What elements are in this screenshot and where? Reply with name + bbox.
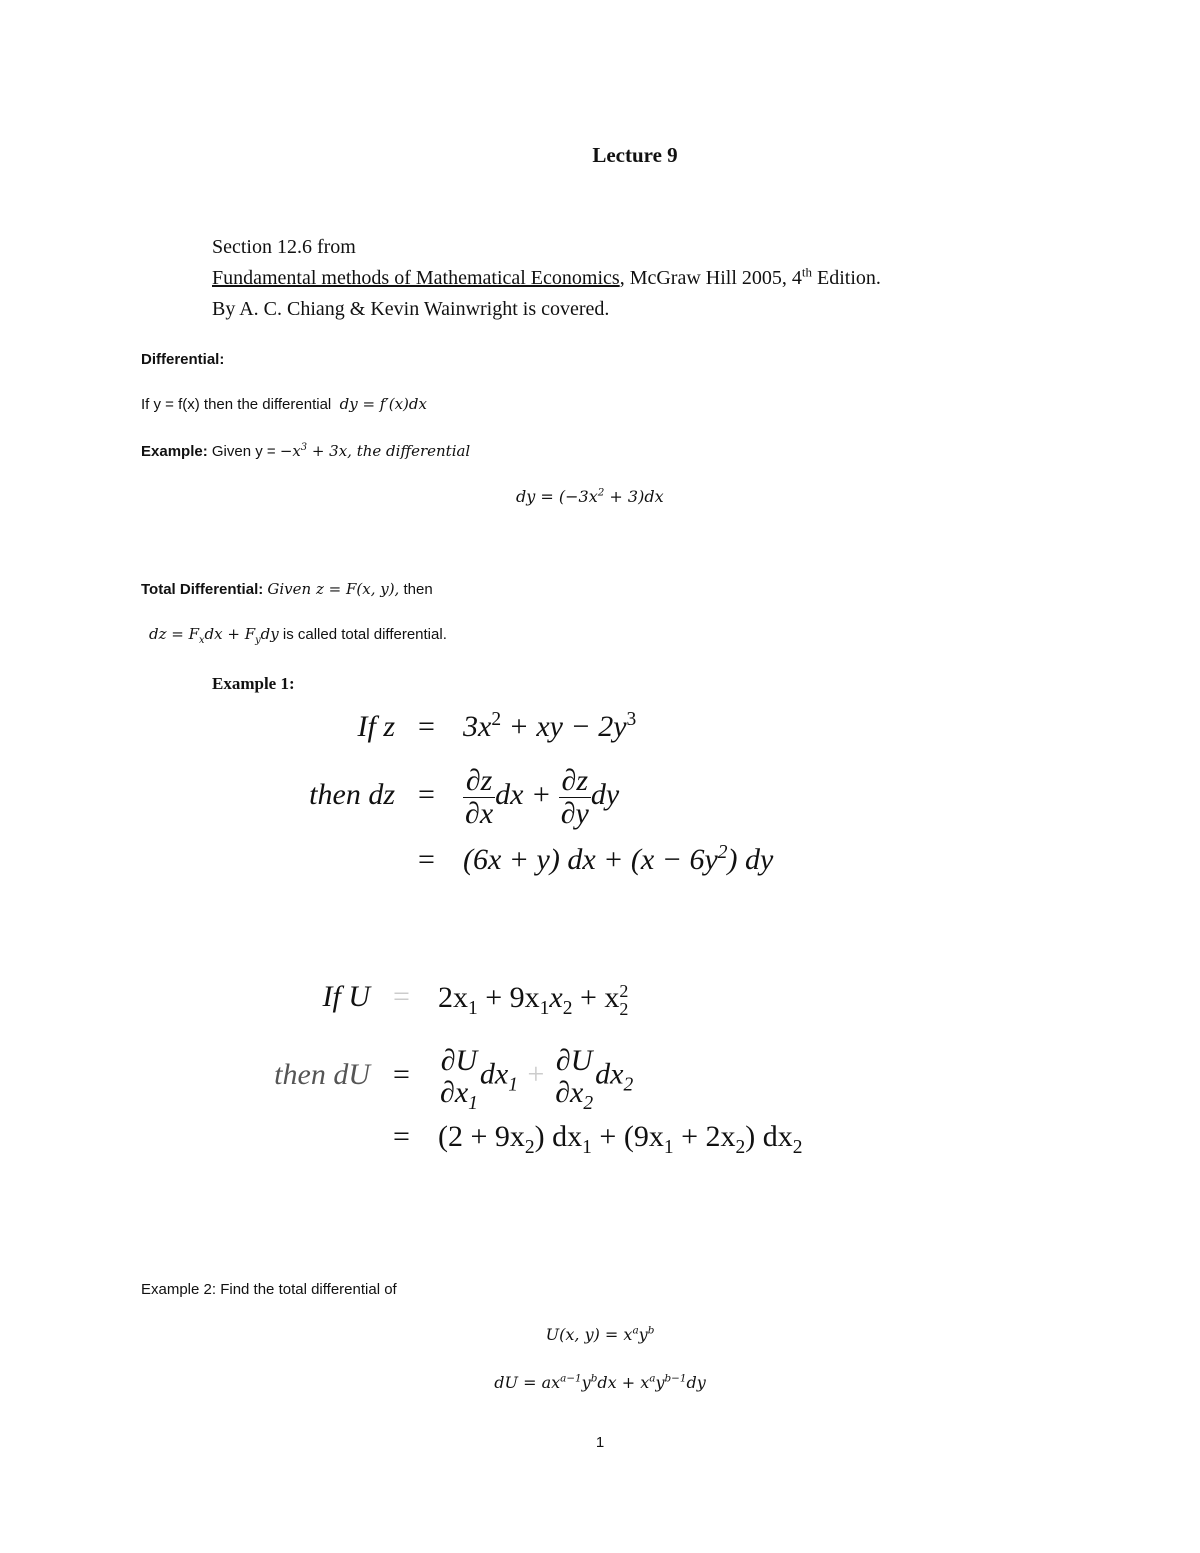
definition-text: If y = f(x) then the differential	[141, 396, 332, 413]
definition-math: dz = $F_xdx + F_ydy$	[149, 625, 279, 646]
page-number: 1	[595, 1434, 605, 1451]
example2-equation-2: dU = $ax^{a-1}y^bdx + x^ay^{b-1}dy$	[494, 1372, 706, 1392]
partial-fraction: $\frac{\partial z}{\partial x}$	[465, 764, 494, 830]
definition-tail: is called total differential.	[282, 626, 447, 643]
eq2-rhs-3: $(2 + 9x_2)$ $dx_1 + (9x_1 + 2x_2)$ $dx_2$	[438, 1120, 803, 1158]
differential-result: dy = $(-3x^2 + 3)dx$	[516, 486, 664, 506]
given-math: Given z = F(x, y),	[267, 580, 400, 598]
equation-block-1	[0, 700, 1200, 880]
eq1-rhs-2: $\frac{\partial z}{\partial x}$ dx + $\frac{\partial z}{\partial y}$ dy	[465, 764, 620, 830]
citation-line-3: By A. C. Chiang & Kevin Wainwright is covered.	[212, 298, 610, 320]
eq1-lhs-1: If z	[357, 710, 395, 743]
differential-heading: Differential:	[141, 351, 225, 368]
differential-definition	[141, 395, 427, 413]
example-text: Given y =	[211, 443, 276, 460]
eq1-lhs-2: then dz	[309, 778, 395, 811]
example2-text: Example 2: Find the total differential of	[141, 1281, 397, 1298]
partial-fraction: $\frac{\partial z}{\partial y}$	[560, 764, 589, 830]
total-differential-line	[141, 580, 433, 598]
partial-fraction: ∂U $\partial x_1$	[440, 1044, 478, 1114]
edition-sup: th	[801, 264, 813, 280]
citation-line-1: Section 12.6 from	[212, 236, 356, 258]
total-heading: Total Differential:	[141, 581, 264, 598]
eq2-lhs-2: then dU	[274, 1058, 370, 1091]
definition-math: dy = f′(x)dx	[339, 395, 427, 413]
eq1-rel-2: =	[418, 778, 435, 811]
total-differential-definition	[149, 625, 447, 646]
eq1-rel-1: =	[418, 710, 435, 743]
example1-label: Example 1:	[212, 674, 295, 693]
example-math: $-x^3 + 3x$, the differential	[279, 442, 471, 460]
example-label: Example:	[141, 443, 208, 460]
differential-example	[141, 442, 470, 460]
eq2-rhs-1: $2x_1 + 9x_1x_2 + x$ 2 2	[438, 980, 629, 1019]
eq2-rel-3: =	[393, 1120, 410, 1153]
given-tail: then	[403, 581, 433, 598]
eq1-rhs-1: $3x^2$ + xy − $2y^3$	[463, 709, 637, 743]
eq2-rel-2: =	[393, 1058, 410, 1091]
eq1-rhs-3: (6x + y) dx + $(x - 6y^2)$ dy	[463, 842, 774, 876]
eq2-rel-1: =	[393, 980, 410, 1013]
publisher: , McGraw Hill 2005, 4	[619, 267, 802, 289]
citation-line-2	[212, 264, 881, 290]
example2-equation-1: U(x, $y) = x^ay^b$	[545, 1324, 655, 1344]
eq1-rel-3: =	[418, 843, 435, 876]
eq2-lhs-1: If U	[322, 980, 370, 1013]
partial-fraction: ∂U $\partial x_2$	[555, 1044, 594, 1114]
book-title: Fundamental methods of Mathematical Economics	[212, 267, 620, 289]
eq2-rhs-2: ∂U $\partial x_1$ $dx_1$ + ∂U $\partial x_2$ $dx_2$	[440, 1044, 634, 1114]
page-title: Lecture 9	[592, 143, 678, 167]
equation-block-2	[0, 970, 1200, 1160]
edition-tail: Edition.	[812, 267, 881, 289]
